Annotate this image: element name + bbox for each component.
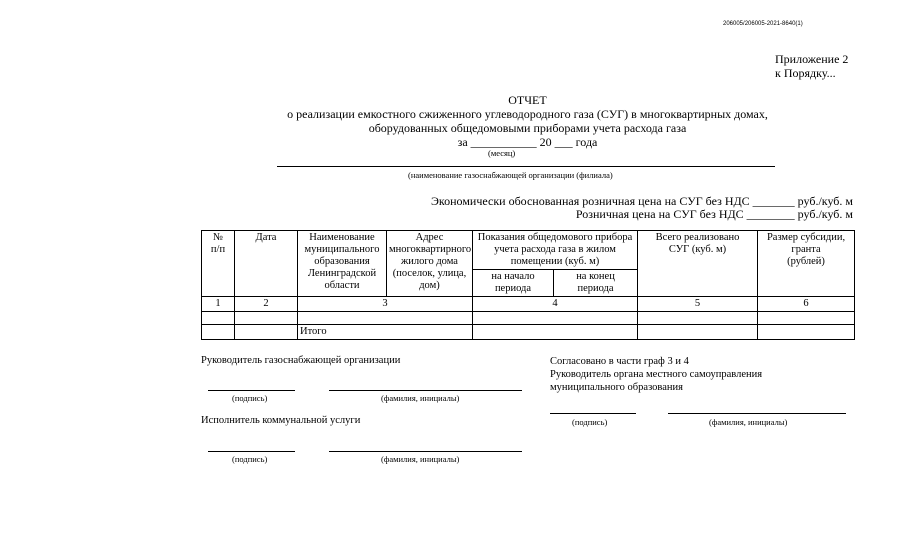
- approval-name-line: [668, 413, 846, 414]
- manager-title: Руководитель газоснабжающей организации: [201, 355, 401, 366]
- approval-line-1: Согласовано в части граф 3 и 4: [550, 356, 689, 367]
- approval-line-3: муниципального образования: [550, 382, 683, 393]
- manager-name-caption: (фамилия, инициалы): [381, 393, 460, 403]
- total-label: Итого: [298, 325, 473, 340]
- header-subsidy: Размер субсидии, гранта (рублей): [758, 231, 855, 297]
- price-economic: Экономически обоснованная розничная цена на СУГ без НДС _______ руб./куб. м: [430, 194, 853, 208]
- header-municipality: Наименование муниципального образования Ленинградской области: [298, 231, 387, 297]
- executor-name-line: [329, 451, 522, 452]
- col-number: 3: [298, 297, 473, 312]
- header-row: [202, 231, 855, 270]
- org-name-line: [277, 166, 775, 167]
- document-id: 206005/206005-2021-8640(1): [723, 21, 803, 27]
- header-date: Дата: [235, 231, 298, 297]
- approval-sign-caption: (подпись): [572, 417, 608, 427]
- executor-name-caption: (фамилия, инициалы): [381, 454, 460, 464]
- approval-name-caption: (фамилия, инициалы): [709, 417, 788, 427]
- manager-sign-caption: (подпись): [232, 393, 268, 403]
- column-number-row: [202, 297, 855, 312]
- appendix-line-1: Приложение 2: [775, 52, 849, 66]
- approval-block: [550, 355, 762, 394]
- report-period: за ___________ 20 ___ года: [457, 135, 598, 149]
- manager-name-line: [329, 390, 522, 391]
- manager-signature-line: [208, 390, 295, 391]
- col-number: 1: [202, 297, 235, 312]
- total-row: [202, 325, 855, 340]
- report-title: [200, 93, 855, 149]
- approval-line-2: Руководитель органа местного самоуправления: [550, 369, 763, 380]
- price-retail: Розничная цена на СУГ без НДС ________ руб./куб. м: [575, 207, 853, 221]
- title-line-2: оборудованных общедомовыми приборами учета расхода газа: [368, 121, 687, 135]
- header-meter: Показания общедомового прибора учета расхода газа в жилом помещении (куб. м): [473, 231, 638, 270]
- header-meter-start: на начало периода: [473, 270, 554, 297]
- table-row: [202, 312, 855, 325]
- executor-sign-caption: (подпись): [232, 454, 268, 464]
- executor-signature-line: [208, 451, 295, 452]
- appendix-line-2: к Порядку...: [775, 66, 836, 80]
- month-caption: (месяц): [488, 148, 516, 158]
- report-table: [201, 230, 855, 340]
- org-caption: (наименование газоснабжающей организации (филиала): [408, 170, 613, 180]
- header-address: Адрес многоквартирного жилого дома (поселок, улица, дом): [387, 231, 473, 297]
- report-heading: ОТЧЕТ: [508, 93, 547, 107]
- col-number: 5: [638, 297, 758, 312]
- approval-signature-line: [550, 413, 636, 414]
- header-num: № п/п: [202, 231, 235, 297]
- header-meter-end: на конец периода: [554, 270, 638, 297]
- appendix-note: [775, 52, 848, 80]
- col-number: 6: [758, 297, 855, 312]
- title-line-1: о реализации емкостного сжиженного углеводородного газа (СУГ) в многоквартирных домах,: [287, 107, 768, 121]
- col-number: 2: [235, 297, 298, 312]
- executor-title: Исполнитель коммунальной услуги: [201, 415, 361, 426]
- col-number: 4: [473, 297, 638, 312]
- header-total: Всего реализовано СУГ (куб. м): [638, 231, 758, 297]
